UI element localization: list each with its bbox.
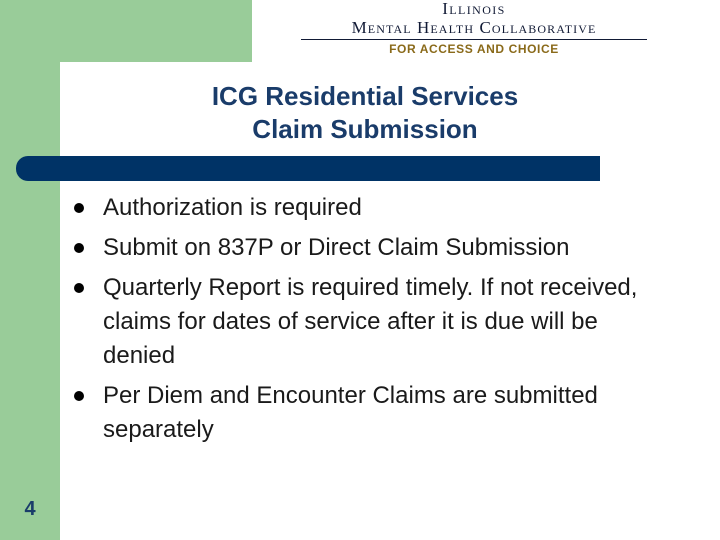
page-number: 4	[24, 498, 36, 520]
collaborative-logo	[298, 0, 650, 62]
bullet-text: Quarterly Report is required timely. If not received, claims for dates of service after it is due will be denied	[103, 274, 638, 369]
slide-title	[60, 80, 670, 146]
bullet-list	[74, 191, 674, 453]
bullet-item	[74, 379, 674, 447]
bullet-dot-icon	[74, 391, 84, 401]
left-decorative-band	[0, 0, 60, 540]
top-decorative-band	[0, 0, 252, 62]
bullet-dot-icon	[74, 283, 84, 293]
title-underline-bar	[16, 156, 600, 181]
slide-title-line-1: ICG Residential Services	[211, 81, 519, 111]
bullet-text: Per Diem and Encounter Claims are submitted separately	[103, 382, 598, 443]
bullet-item	[74, 271, 674, 373]
logo-line-name: Mental Health Collaborative	[301, 18, 647, 40]
bullet-dot-icon	[74, 243, 84, 253]
bullet-text: Submit on 837P or Direct Claim Submission	[103, 234, 570, 261]
bullet-item	[74, 191, 674, 225]
bullet-dot-icon	[74, 203, 84, 213]
bullet-text: Authorization is required	[103, 194, 362, 221]
slide-title-line-2: Claim Submission	[252, 114, 478, 144]
bullet-item	[74, 231, 674, 265]
logo-line-illinois: Illinois	[442, 0, 506, 18]
logo-line-tagline: FOR ACCESS AND CHOICE	[389, 42, 559, 56]
